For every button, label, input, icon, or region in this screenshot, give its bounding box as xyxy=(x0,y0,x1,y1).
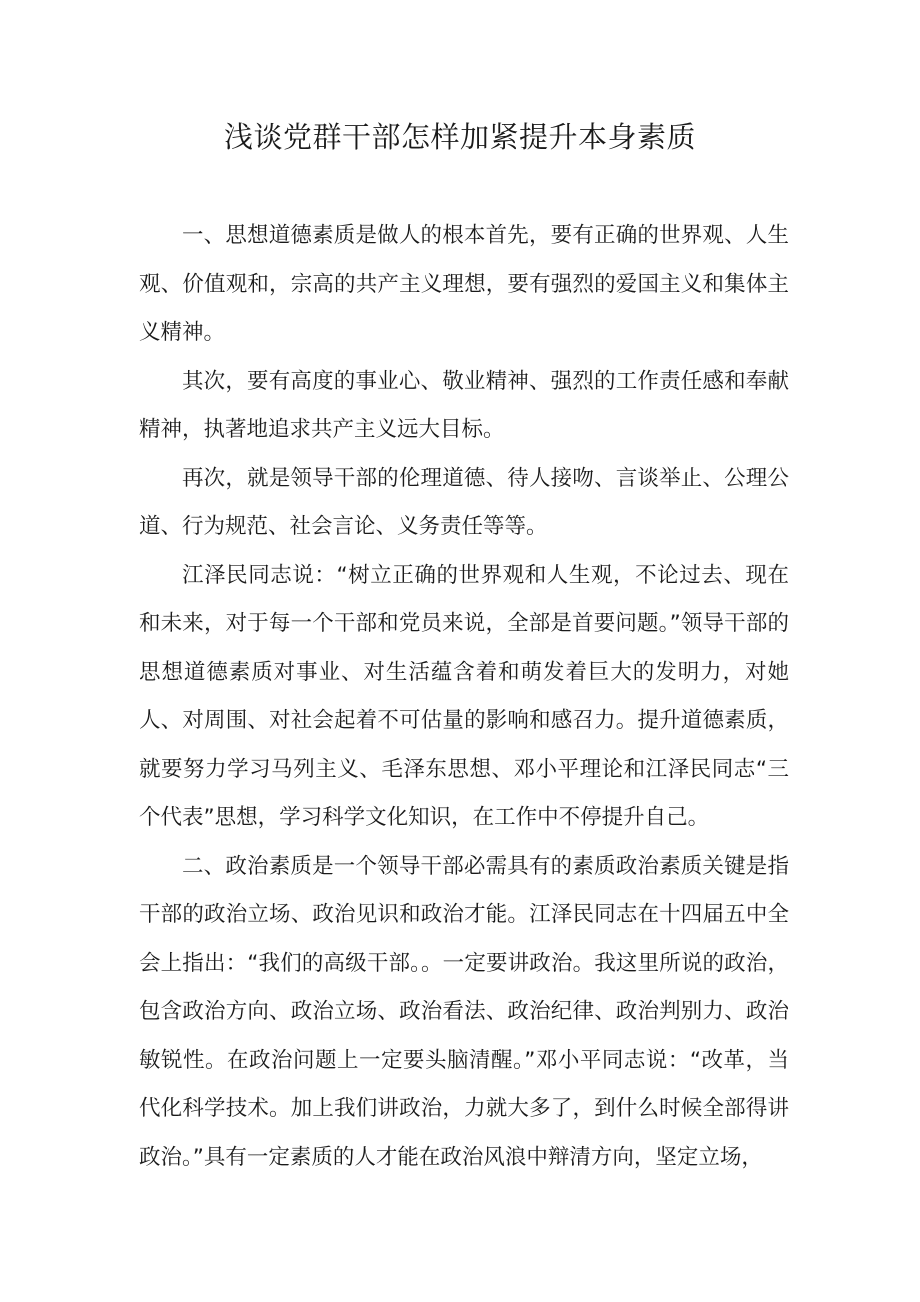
document-body xyxy=(139,212,789,1182)
paragraph-thirdly: 再次，就是领导干部的伦理道德、待人接吻、言谈举止、公理公道、行为规范、社会言论、义务责任等等。 xyxy=(139,465,789,539)
paragraph-secondly: 其次，要有高度的事业心、敬业精神、强烈的工作责任感和奉献精神，执著地追求共产主义远大目标。 xyxy=(139,368,789,442)
paragraph-moral-quality: 一、思想道德素质是做人的根本首先，要有正确的世界观、人生观、价值观和，宗高的共产主义理想，要有强烈的爱国主义和集体主义精神。 xyxy=(139,223,789,345)
paragraph-jiang-quote: 江泽民同志说：“树立正确的世界观和人生观，不论过去、现在和未来，对于每一个干部和党员来说，全部是首要问题。”领导干部的思想道德素质对事业、对生活蕴含着和萌发着巨大的发明力，对她人、对周围、对社会起着不可估量的影响和感召力。提升道德素质，就要努力学习马列主义、毛泽东思想、邓小平理论和江泽民同志“三个代表”思想，学习科学文化知识，在工作中不停提升自己。 xyxy=(139,562,789,830)
document-title: 浅谈党群干部怎样加紧提升本身素质 xyxy=(223,120,696,154)
paragraph-political-quality: 二、政治素质是一个领导干部必需具有的素质政治素质关键是指干部的政治立场、政治见识和政治才能。江泽民同志在十四届五中全会上指出：“我们的高级干部。。一定要讲政治。我这里所说的政治，包含政治方向、政治立场、政治看法、政治纪律、政治判别力、政治敏锐性。在政治问题上一定要头脑清醒。”邓小平同志说：“改革，当代化科学技术。加上我们讲政治，力就大多了，到什么时候全部得讲政治。”具有一定素质的人才能在政治风浪中辩清方向，坚定立场， xyxy=(139,853,789,1170)
